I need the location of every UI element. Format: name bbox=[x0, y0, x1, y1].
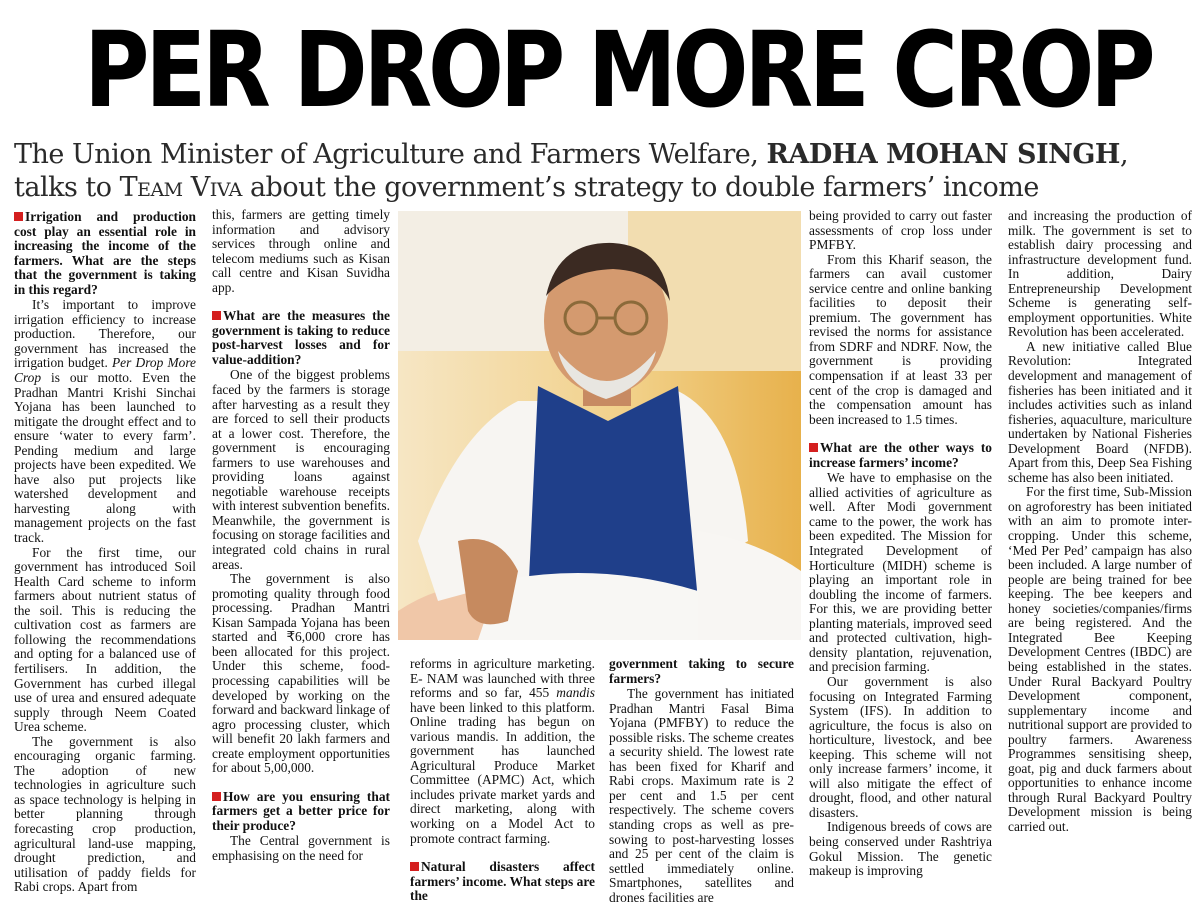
answer-5-para-5: For the first time, Sub-Mission on agroforestry has been initiated with an aim to promote inter-cropping. Under this scheme, ‘Med Per Ped’ campaign has also been included. A large number of people are being trained for bee keeping. The bee keepers and honey societies/companies/firms are being registered. And the Integrated Bee Keeping Development Centres (IBDC) are being established in the states. Under Rural Backyard Poultry Development component, supplementary income and nutritional support are provided to poultry farmers. Awareness Programmes sensitising sheep, goat, pig and duck farmers about opportunities to enhance income through Rural Backyard Poultry Development mission is being carried out. bbox=[1008, 484, 1192, 834]
answer-1-para-1 bbox=[14, 298, 196, 545]
question-1-text: Irrigation and production cost play an essential role in increasing the income of the farmers. What are the steps that the government is taking in this regard? bbox=[14, 209, 196, 297]
answer-5-para-4: A new initiative called Blue Revolution: Integrated development and management of fisheries has been initiated and it includes activities such as inland fisheries, aquaculture, mariculture undertaken by National Fisheries Development Board (NFDB). Apart from this, Deep Sea Fishing scheme has also been initiated. bbox=[1008, 338, 1192, 485]
answer-1-para-1a: It’s important to improve irrigation efficiency to increase production. Therefore, our government has increased the irrigation budget. bbox=[14, 297, 196, 371]
question-2 bbox=[212, 309, 390, 367]
answer-5-para-1: We have to emphasise on the allied activities of agriculture as well. After Modi government came to the power, the work has been expedited. The Mission for Integrated Development of Horticulture (MIDH) scheme is playing an important role in doubling the income of farmers. For this, we are providing better planting materials, improved seed and protected cultivation, high-density plantation, rejuvenation, and precision farming. bbox=[809, 470, 992, 675]
answer-4-para-1-cont: being provided to carry out faster assessments of crop loss under PMFBY. bbox=[809, 208, 992, 253]
deck-part2: , talks to bbox=[14, 139, 1129, 203]
answer-4-para-1: The government has initiated Pradhan Mantri Fasal Bima Yojana (PMFBY) to reduce the possible risks. The scheme creates a security shield. The lowest rate has been fixed for Kharif and Rabi crops. Maximum rate is 2 per cent and 1.5 per cent respectively. The scheme covers standing crops as well as pre-sowing to post-harvesting losses and 25 per cent of the claim is settled immediately online. Smartphones, satellites and drones facilities are bbox=[609, 686, 794, 905]
answer-4-para-2: From this Kharif season, the farmers can avail customer service centre and online banking facilities to deposit their premium. The government has revised the norms for assistance from SDRF and NDRF. Now, the government is providing compensation if at least 33 per cent of the crop is damaged and the compensation amount has been increased to 1.5 times. bbox=[809, 251, 992, 427]
question-1 bbox=[14, 210, 196, 297]
column-5 bbox=[809, 209, 992, 879]
square-bullet-icon bbox=[809, 443, 818, 452]
portrait-illustration bbox=[398, 211, 801, 640]
question-3-text: How are you ensuring that farmers get a better price for their produce? bbox=[212, 788, 390, 833]
column-4 bbox=[609, 657, 794, 905]
answer-5-para-2: Our government is also focusing on Integrated Farming System (IFS). In addition to agriculture, the focus is also on horticulture, livestock, and bee keeping. This scheme will not only increase farmers’ income, it will also mitigate the effect of drought, flood, and other natural disasters. bbox=[809, 673, 992, 820]
column-3 bbox=[410, 657, 595, 905]
deck-name: RADHA MOHAN SINGH bbox=[766, 139, 1120, 170]
headline: PER DROP MORE CROP bbox=[84, 9, 1152, 131]
answer-3-intro: The Central government is emphasising on the need for bbox=[212, 833, 390, 863]
deck-team: Team Viva bbox=[119, 172, 242, 203]
deck bbox=[14, 138, 1190, 204]
answer-3-mandis: mandis bbox=[556, 685, 595, 701]
answer-1-motto: Per Drop More Crop bbox=[14, 355, 196, 386]
question-4-text-start: Natural disasters affect farmers’ income. What steps are the bbox=[410, 859, 595, 904]
minister-photo bbox=[398, 211, 801, 640]
square-bullet-icon bbox=[410, 862, 419, 871]
square-bullet-icon bbox=[212, 792, 221, 801]
square-bullet-icon bbox=[14, 212, 23, 221]
column-1 bbox=[14, 210, 196, 895]
answer-5-para-3: Indigenous breeds of cows are being conserved under Rashtriya Gokul Mission. The genetic makeup is improving bbox=[809, 819, 992, 879]
answer-2-para-2: The government is also promoting quality through food processing. Pradhan Mantri Kisan Sampada Yojana has been started and ₹6,000 crore has been allocated for this project. Under this scheme, food-processing capabilities will be developed by working on the forward and backward linkage of agro processing cluster, which will benefit 20 lakh farmers and create employment opportunities for about 5,00,000. bbox=[212, 571, 390, 776]
column-2 bbox=[212, 208, 390, 864]
answer-5-para-3-cont: and increasing the production of milk. The government is set to establish dairy processing and infrastructure development fund. In addition, Dairy Entrepreneurship Development Scheme is generating self-employment opportunities. White Revolution has been accelerated. bbox=[1008, 208, 1192, 340]
answer-1-para-3: The government is also encouraging organic farming. The adoption of new technologies in agriculture such as space technology is helping in better planning through forecasting crop production, agricultural land-use mapping, drought prediction, and utilisation of paddy fields for Rabi crops. Apart from bbox=[14, 733, 196, 895]
answer-1-para-2: For the first time, our government has introduced Soil Health Card scheme to inform farmers about nutrient status of the soil. This is reducing the cultivation cost as farmers are following the recommendations and opting for a balanced use of fertilisers. In addition, the Government has curbed illegal use of urea and ensured adequate supply through Neem Coated Urea scheme. bbox=[14, 544, 196, 735]
question-3 bbox=[212, 790, 390, 834]
deck-part1: The Union Minister of Agriculture and Farmers Welfare, bbox=[14, 139, 767, 170]
column-6 bbox=[1008, 209, 1192, 835]
question-5 bbox=[809, 441, 992, 470]
question-4 bbox=[410, 860, 595, 904]
answer-2-para-1: One of the biggest problems faced by the farmers is storage after harvesting as a result they are forced to sell their products at a lower cost. Therefore, the government is encouraging farmers to use warehouses and providing loans against negotiable warehouse receipts with interest subvention benefits. Meanwhile, the government is focusing on storage facilities and integrated cold chains in rural areas. bbox=[212, 367, 390, 572]
question-5-text: What are the other ways to increase farmers’ income? bbox=[809, 440, 992, 470]
answer-1-para-1b: is our motto. Even the Pradhan Mantri Krishi Sinchai Yojana has been launched to mitigate the drought effect and to ensure ‘water to every farm’. Pending medium and large projects have been expedited. We have also put projects like watershed development and harvesting along with management projects on the fast track. bbox=[14, 370, 196, 546]
question-4-cont: government taking to secure farmers? bbox=[609, 656, 794, 686]
question-2-text: What are the measures the government is taking to reduce post-harvest losses and for value-addition? bbox=[212, 308, 390, 367]
answer-3-para: reforms in agriculture marketing. E- NAM was launched with three reforms and so far, 455 mandis have been linked to this platform. Online trading has begun on various mandis. In addition, the government has launched Agricultural Produce Market Committee (APMC) Act, which includes private market yards and direct marketing, along with working on a Model Act to promote contract farming. bbox=[410, 656, 595, 846]
answer-1-para-4: this, farmers are getting timely information and advisory services through online and telecom mediums such as Kisan call centre and Kisan Suvidha app. bbox=[212, 207, 390, 295]
square-bullet-icon bbox=[212, 311, 221, 320]
deck-part3: about the government’s strategy to double farmers’ income bbox=[241, 172, 1039, 203]
